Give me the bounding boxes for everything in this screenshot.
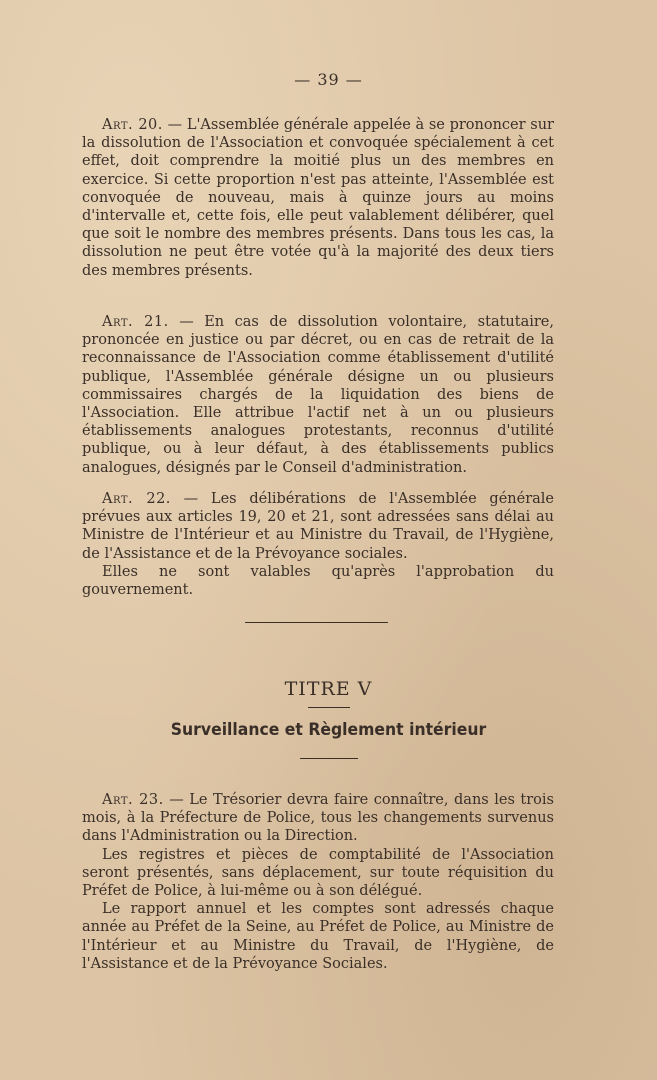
article-21-text: — En cas de dissolution volontaire, statutaire, prononcée en justice ou par décret, ou en cas de retrait de la reconnaissance de l'Association comme établissement d'utilité publique, l'Assemblée générale désigne un ou plusieurs commissaires chargés de la liquidation des biens de l'Association. Elle attribue l'actif net à un ou plusieurs établissements analogues protestants, reconnus d'utilité publique, ou à leur défaut, à des établissements publics analogues, désignés par le Conseil d'administration. xyxy=(82,314,554,476)
article-21 xyxy=(82,313,554,477)
article-23-paragraph xyxy=(82,791,554,846)
article-23-label: Art. 23. xyxy=(102,792,164,808)
section-subtitle: Surveillance et Règlement intérieur xyxy=(170,720,487,740)
article-23-paragraph-2: Les registres et pièces de comptabilité de l'Association seront présentés, sans déplacement, sur toute réquisition du Préfet de Police, à lui-même ou à son délégué. xyxy=(82,846,554,900)
article-23 xyxy=(82,791,554,973)
article-20-paragraph xyxy=(82,116,554,280)
subtitle-underline xyxy=(300,758,358,759)
article-22-label: Art. 22. xyxy=(102,491,171,507)
page-number: — 39 — xyxy=(294,70,363,89)
article-22 xyxy=(82,490,554,599)
section-title: TITRE V xyxy=(284,678,373,700)
article-23-paragraph-3: Le rapport annuel et les comptes sont adressés chaque année au Préfet de la Seine, au Préfet de Police, au Ministre de l'Intérieur et au Ministre du Travail, de l'Hygiène, de l'Assistance et de la Prévoyance Sociales. xyxy=(82,901,554,972)
article-22-paragraph xyxy=(82,490,554,563)
article-21-label: Art. 21. xyxy=(102,314,169,330)
section-divider xyxy=(245,622,388,623)
title-underline xyxy=(308,707,350,708)
article-21-paragraph xyxy=(82,313,554,477)
article-23-text: — Le Trésorier devra faire connaître, dans les trois mois, à la Préfecture de Police, tous les changements survenus dans l'Administration ou la Direction. xyxy=(82,792,554,845)
article-22-paragraph-2: Elles ne sont valables qu'après l'approbation du gouvernement. xyxy=(82,563,554,599)
article-20-label: Art. 20. xyxy=(102,117,163,133)
article-22-text: — Les délibérations de l'Assemblée générale prévues aux articles 19, 20 et 21, sont adressées sans délai au Ministre de l'Intérieur et au Ministre du Travail, de l'Hygiène, de l'Assistance et de la Prévoyance sociales. xyxy=(82,491,554,562)
article-20 xyxy=(82,116,554,280)
article-20-text: — L'Assemblée générale appelée à se prononcer sur la dissolution de l'Association et convoquée spécialement à cet effet, doit comprendre la moitié plus un des membres en exercice. Si cette proportion n'est pas atteinte, l'Assemblée est convoquée de nouveau, mais à quinze jours au moins d'intervalle et, cette fois, elle peut valablement délibérer, quel que soit le nombre des membres présents. Dans tous les cas, la dissolution ne peut être votée qu'à la majorité des deux tiers des membres présents. xyxy=(82,117,554,279)
